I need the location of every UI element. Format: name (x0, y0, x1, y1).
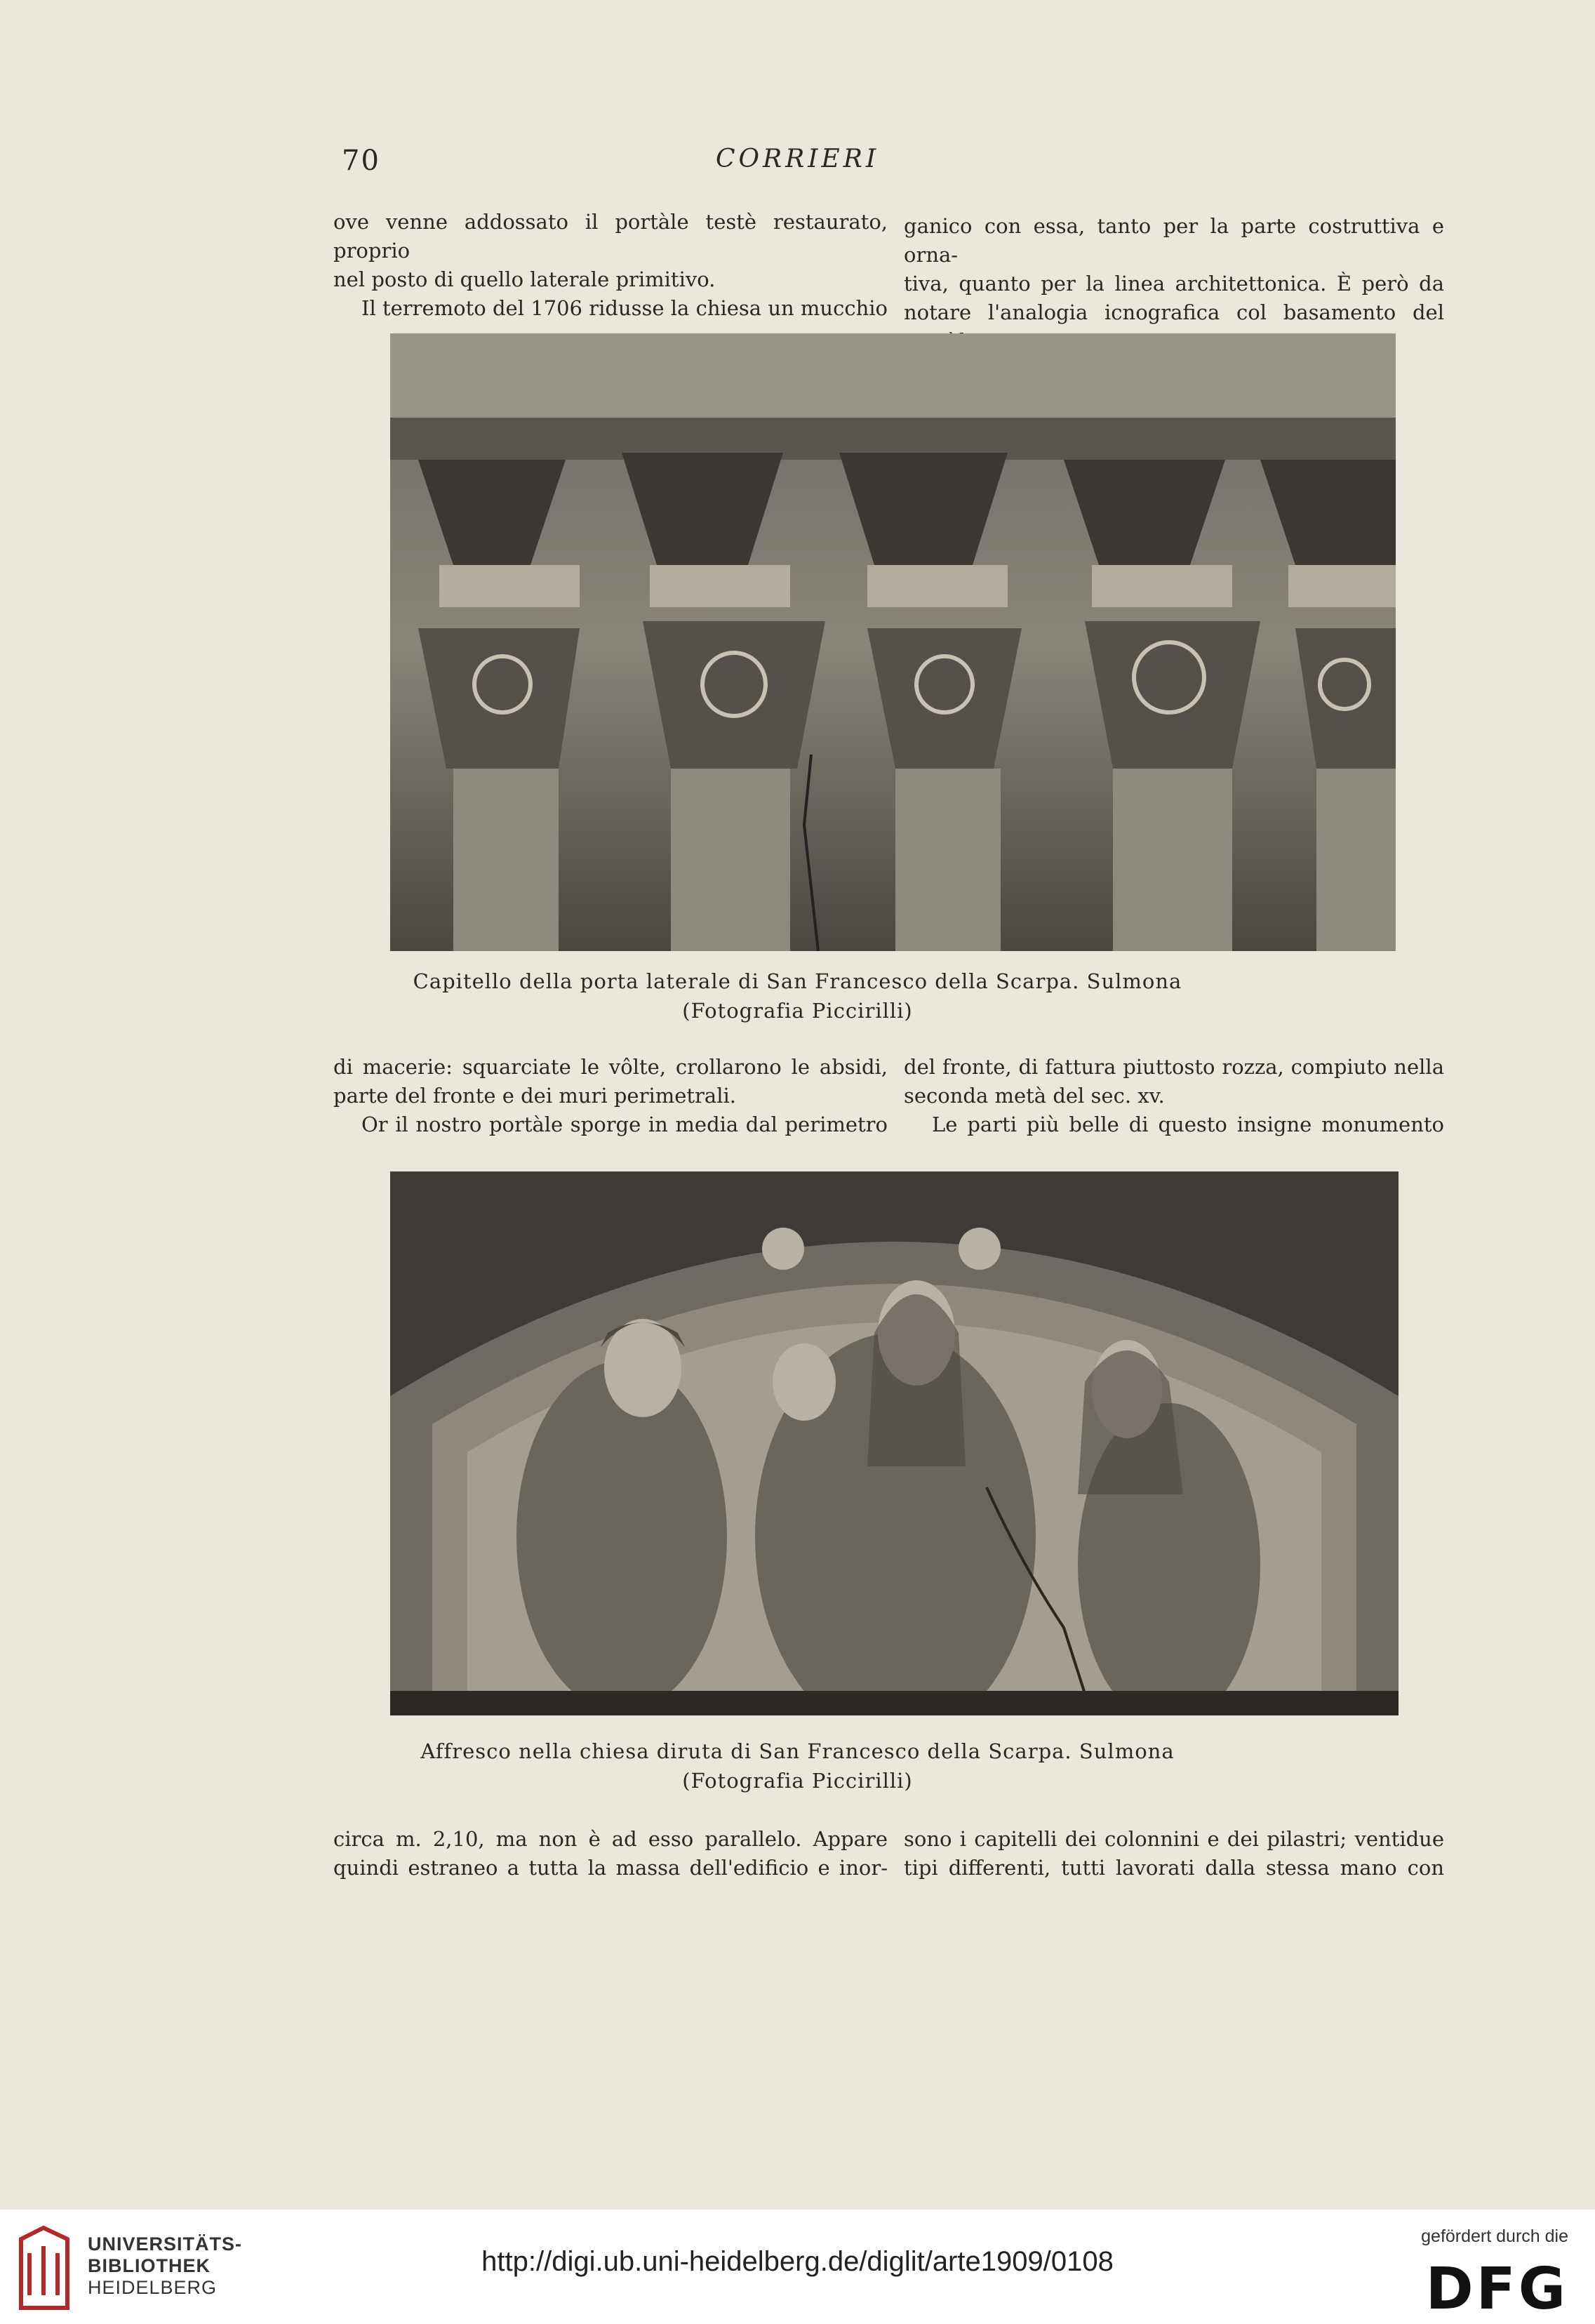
photo-fresco-image (390, 1171, 1399, 1715)
text-line: Il terremoto del 1706 ridusse la chiesa un mucchio (361, 296, 888, 320)
text-line: nel posto di quello laterale primitivo. (333, 267, 716, 291)
caption-figure2 (0, 1737, 1595, 1795)
text-line: Or il nostro portàle sporge in media dal perimetro (361, 1113, 888, 1136)
text-line: Le parti più belle di questo insigne monumento (932, 1113, 1444, 1136)
funding-note: gefördert durch die (1421, 2226, 1568, 2246)
text-line: del fronte, di fattura piuttosto rozza, compiuto nella (904, 1055, 1444, 1079)
text-bottom-right (904, 1825, 1444, 1883)
text-line: tipi differenti, tutti lavorati dalla stessa mano con (904, 1856, 1444, 1880)
library-line: UNIVERSITÄTS- (88, 2233, 243, 2255)
library-line: BIBLIOTHEK (88, 2255, 211, 2276)
caption-figure1 (0, 967, 1595, 1025)
caption-line: Capitello della porta laterale di San Francesco della Scarpa. Sulmona (413, 969, 1182, 993)
photo-capitals (390, 333, 1396, 951)
running-title: CORRIERI (715, 145, 880, 173)
caption-line: Affresco nella chiesa diruta di San Francesco della Scarpa. Sulmona (420, 1739, 1175, 1763)
text-middle-right (904, 1053, 1444, 1139)
text-line: ove venne addossato il portàle testè restaurato, proprio (333, 210, 888, 263)
text-line: circa m. 2,10, ma non è ad esso parallelo. Appare (333, 1827, 888, 1851)
text-line: parte del fronte e dei muri perimetrali. (333, 1084, 736, 1108)
text-line: di macerie: squarciate le vôlte, crollarono le absidi, (333, 1055, 888, 1079)
text-line: sono i capitelli dei colonnini e dei pilastri; ventidue (904, 1827, 1444, 1851)
text-line: quindi estraneo a tutta la massa dell'edificio e inor- (333, 1856, 888, 1880)
text-line: notare l'analogia icnografica col basamento del (904, 300, 1444, 324)
text-line: ganico con essa, tanto per la parte costruttiva e orna- (904, 214, 1444, 267)
text-line: seconda metà del sec. xv. (904, 1084, 1165, 1108)
caption-credit: (Fotografia Piccirilli) (682, 999, 913, 1023)
photo-fresco (390, 1171, 1399, 1715)
library-line: HEIDELBERG (88, 2277, 218, 2298)
text-middle-left (333, 1053, 888, 1139)
page-number: 70 (342, 145, 380, 177)
footer-bar (0, 2210, 1595, 2324)
photo-capitals-image (390, 333, 1396, 951)
digitization-url-link[interactable]: http://digi.ub.uni-heidelberg.de/diglit/arte1909/0108 (481, 2246, 1114, 2277)
text-line: tiva, quanto per la linea architettonica. È però da (904, 272, 1444, 296)
text-top-left (333, 208, 888, 323)
text-bottom-left (333, 1825, 888, 1883)
caption-credit: (Fotografia Piccirilli) (682, 1769, 913, 1793)
dfg-logo: DFG (1425, 2256, 1568, 2323)
